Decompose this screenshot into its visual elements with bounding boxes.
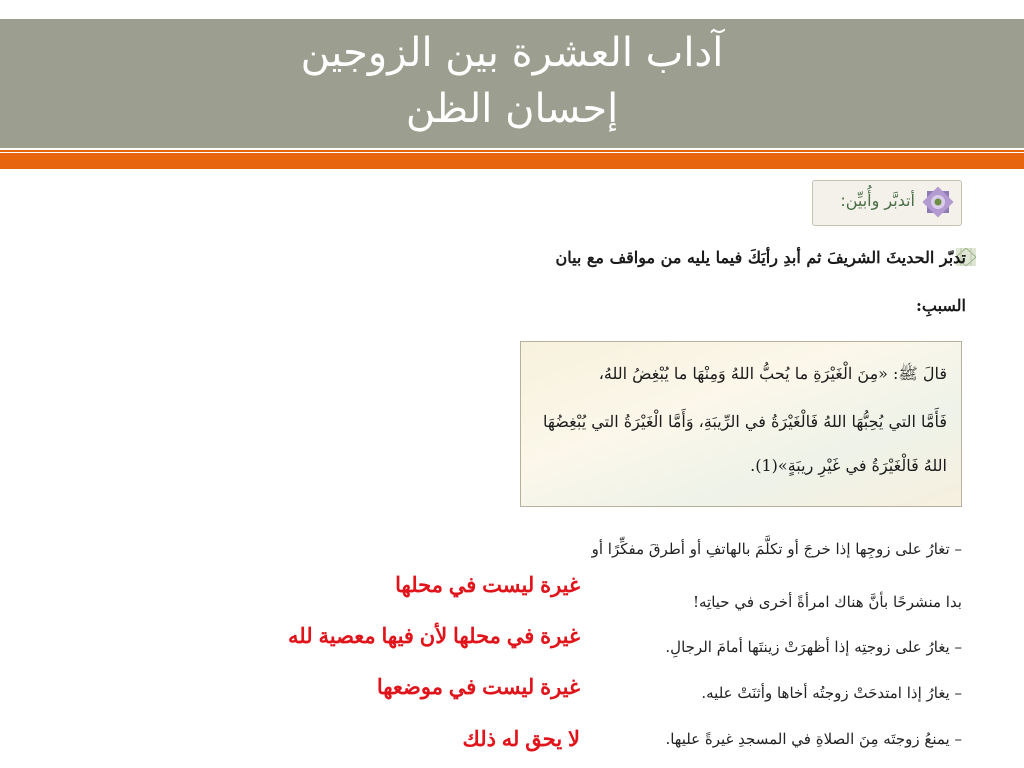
slide-subtitle: إحسان الظن (405, 86, 619, 132)
situation-4: – يمنعُ زوجتَه مِنَ الصلاةِ في المسجدِ غيرةً عليها. (665, 730, 962, 748)
hadith-line-1: قالَ ﷺ: «مِنَ الْغَيْرَةِ ما يُحبُّ اللهُ وَمِنْهَا ما يُبْغِضُ اللهُ، (598, 364, 947, 383)
hadith-line-3: اللهُ فَالْغَيْرَةُ في غَيْرِ ريبَةٍ»(1). (750, 456, 947, 475)
situation-2: – يغارُ على زوجتِه إذا أظهرَتْ زينتَها أمامَ الرجالِ. (665, 638, 962, 656)
hadith-box (520, 341, 962, 507)
situation-1-line-2: بدا منشرحًا بأنَّ هناك امرأةً أخرى في حياتِه! (692, 593, 962, 611)
situation-1-line-1: – تغارُ على زوجِها إذا خرجَ أو تكلَّمَ بالهاتفِ أو أطرقَ مفكِّرًا أو (591, 540, 962, 558)
answer-1: غيرة ليست في محلها (395, 574, 580, 597)
section-badge-label: أتدبَّر وأُبيِّن: (840, 191, 915, 210)
answer-3: غيرة ليست في موضعها (376, 676, 580, 699)
ornament-icon (921, 185, 955, 219)
answer-4: لا يحق له ذلك (462, 728, 580, 751)
hadith-line-2: فَأَمَّا التي يُحِبُّهَا اللهُ فَالْغَيْرَةُ في الرِّيبَةِ، وَأَمَّا الْغَيْرَةُ التي يُبْغِضُهَا (543, 412, 947, 431)
instruction-line-1: تدبّر الحديثَ الشريفَ ثم أبدِ رأيَكَ فيما يليه من مواقف مع بيان (555, 248, 966, 267)
answer-2: غيرة في محلها لأن فيها معصية لله (288, 625, 580, 648)
slide-title: آداب العشرة بين الزوجين (300, 30, 724, 76)
instruction-line-2: السببِ: (915, 296, 966, 315)
situation-3: – يغارُ إذا امتدحَتْ زوجتُه أخاها وأثنَتْ عليه. (701, 684, 962, 702)
divider-orange (0, 153, 1024, 169)
divider-orange-thin (0, 150, 1024, 152)
section-badge (812, 180, 962, 226)
